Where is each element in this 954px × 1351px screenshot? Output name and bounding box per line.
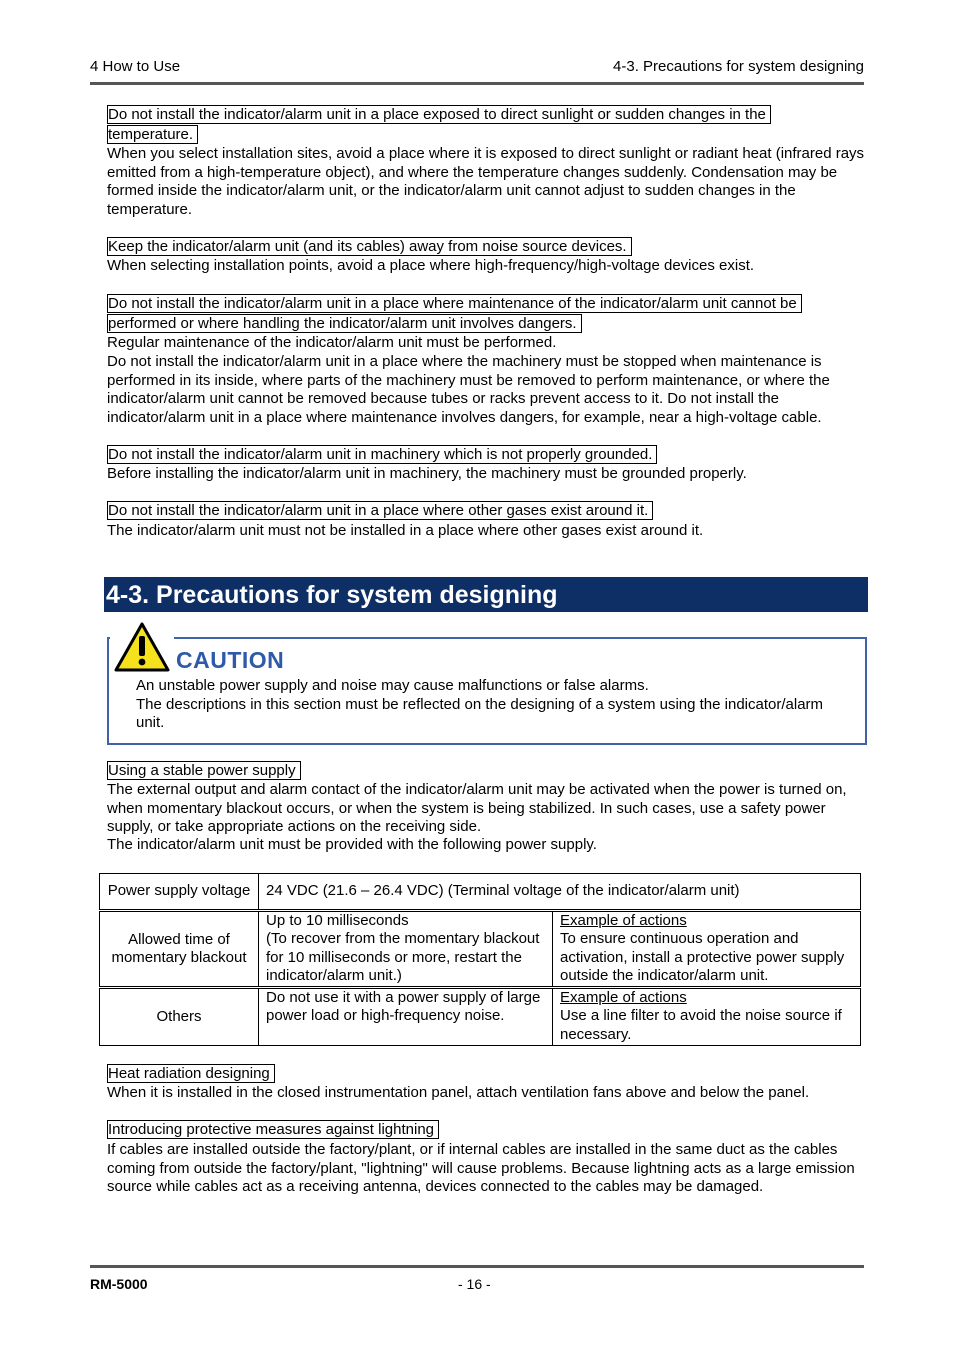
power-heading-text: Using a stable power supply <box>107 761 301 780</box>
power-heading <box>107 761 301 781</box>
caution-label: CAUTION <box>176 647 285 673</box>
note-body-noise: When selecting installation points, avoid a place where high-frequency/high-voltage devices exist. <box>107 257 755 274</box>
note-heading-line: Keep the indicator/alarm unit (and its cables) away from noise source devices. <box>107 237 632 256</box>
note-body-sunlight: When you select installation sites, avoid a place where it is exposed to direct sunlight or radiant heat (infrared rays emitted from a high-temperature object), and where the temperature changes suddenly. Condensation may be formed inside the indicator/alarm unit, or the indicator/alarm unit cannot adjust to sudden changes in the temperature. <box>107 145 865 218</box>
note-heading-line: temperature. <box>107 125 198 144</box>
note-heading-grounding <box>107 445 657 465</box>
heat-heading <box>107 1064 275 1084</box>
table-cell-label: Others <box>100 988 259 1046</box>
action-heading: Example of actions <box>560 912 687 929</box>
footer-model: RM-5000 <box>90 1276 148 1292</box>
header-rule <box>90 82 864 85</box>
note-body-maintenance-detail: Do not install the indicator/alarm unit in a place where the machinery must be stopped when maintenance is performed in its inside, where parts of the machinery must be removed to perform maintenance, or where the indicator/alarm unit cannot be removed because tubes or racks prevent access to it. Do not install the indicator/alarm unit in a place where maintenance involves dangers, for example, near a high-voltage cable. <box>107 353 830 426</box>
table-cell-spec <box>259 911 553 988</box>
lightning-body: If cables are installed outside the factory/plant, or if internal cables are installed in the same duct as the cables coming from outside the factory/plant, "lightning" will cause problems. Because lightning acts as a large emission source while cables act as a receiving antenna, devices connected to the cables may be damaged. <box>107 1141 855 1196</box>
lightning-heading <box>107 1120 439 1140</box>
spec-text: Up to 10 milliseconds <box>266 912 409 929</box>
note-heading-noise <box>107 237 632 257</box>
note-heading-sunlight <box>107 105 771 144</box>
power-spec-table <box>99 873 861 1046</box>
heat-heading-text: Heat radiation designing <box>107 1064 275 1083</box>
table-cell-action <box>553 911 861 988</box>
power-body-2: The indicator/alarm unit must be provided with the following power supply. <box>107 836 597 853</box>
heat-body: When it is installed in the closed instrumentation panel, attach ventilation fans above and below the panel. <box>107 1084 810 1101</box>
footer-rule <box>90 1265 864 1268</box>
note-heading-gases <box>107 501 653 521</box>
note-heading-line: Do not install the indicator/alarm unit in machinery which is not properly grounded. <box>107 445 657 464</box>
table-row <box>100 874 861 911</box>
spec-note: (To recover from the momentary blackout for 10 milliseconds or more, restart the indicator/alarm unit.) <box>266 930 540 985</box>
note-heading-line: Do not install the indicator/alarm unit in a place exposed to direct sunlight or sudden changes in the <box>107 105 771 124</box>
table-row <box>100 988 861 1046</box>
note-body-grounding: Before installing the indicator/alarm unit in machinery, the machinery must be grounded properly. <box>107 465 747 482</box>
table-cell-label: Allowed time of momentary blackout <box>100 911 259 988</box>
section-title: 4-3. Precautions for system designing <box>104 577 868 612</box>
table-cell-value: 24 VDC (21.6 – 26.4 VDC) (Terminal voltage of the indicator/alarm unit) <box>259 874 861 911</box>
note-heading-line: Do not install the indicator/alarm unit in a place where other gases exist around it. <box>107 501 653 520</box>
header-chapter: 4 How to Use <box>90 58 181 75</box>
action-text: Use a line filter to avoid the noise source if necessary. <box>560 1007 842 1043</box>
caution-line-2: The descriptions in this section must be reflected on the designing of a system using the indicator/alarm unit. <box>136 695 824 732</box>
note-heading-line: Do not install the indicator/alarm unit in a place where maintenance of the indicator/alarm unit cannot be <box>107 294 802 313</box>
note-body-maintenance: Regular maintenance of the indicator/alarm unit must be performed. <box>107 334 557 351</box>
caution-text <box>136 677 836 733</box>
note-heading-maintenance <box>107 294 802 333</box>
action-heading: Example of actions <box>560 989 687 1006</box>
footer-page-number: - 16 - <box>458 1276 491 1292</box>
table-cell-spec: Do not use it with a power supply of large power load or high-frequency noise. <box>259 988 553 1046</box>
table-cell-label: Power supply voltage <box>100 874 259 911</box>
lightning-heading-text: Introducing protective measures against lightning <box>107 1120 439 1139</box>
warning-triangle-icon <box>113 621 171 673</box>
table-row <box>100 911 861 988</box>
power-body: The external output and alarm contact of the indicator/alarm unit may be activated when the power is turned on, when momentary blackout occurs, or when the system is being stabilized. In such cases, use a safety power supply, or take appropriate actions on the receiving side. <box>107 781 847 836</box>
note-heading-line: performed or where handling the indicator/alarm unit involves dangers. <box>107 314 582 333</box>
action-text: To ensure continuous operation and activation, install a protective power supply outside the indicator/alarm unit. <box>560 930 845 985</box>
header-section: 4-3. Precautions for system designing <box>613 58 864 75</box>
note-body-gases: The indicator/alarm unit must not be installed in a place where other gases exist around it. <box>107 522 704 539</box>
caution-line-1: An unstable power supply and noise may cause malfunctions or false alarms. <box>136 677 649 694</box>
table-cell-action <box>553 988 861 1046</box>
